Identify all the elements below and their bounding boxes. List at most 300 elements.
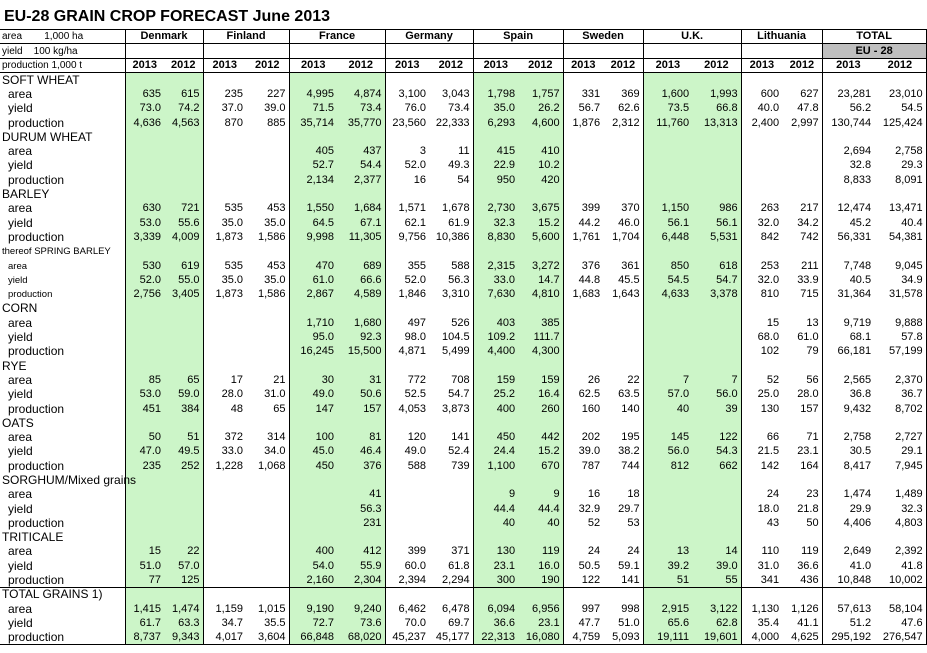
value-cell: 73.4 bbox=[448, 102, 470, 115]
data-row bbox=[0, 616, 926, 630]
year-header: 2012 bbox=[429, 58, 473, 72]
year-header: 2013 bbox=[822, 58, 874, 72]
value-cell: 58,104 bbox=[874, 601, 926, 615]
value-cell bbox=[473, 416, 518, 430]
row-label: production bbox=[8, 289, 53, 301]
value-cell: 160 bbox=[563, 401, 603, 415]
value-cell: 122 bbox=[563, 573, 603, 587]
value-cell: 54.5 bbox=[874, 101, 926, 115]
value-cell: 120 bbox=[385, 430, 429, 444]
value-cell bbox=[125, 315, 164, 329]
value-cell bbox=[246, 587, 289, 601]
value-cell: 997 bbox=[563, 601, 603, 615]
value-cell bbox=[874, 587, 926, 601]
value-cell: 1,761 bbox=[563, 230, 603, 244]
value-cell: 4,000 bbox=[741, 630, 782, 644]
value-cell: 40.5 bbox=[822, 273, 874, 287]
value-cell: 4,053 bbox=[385, 401, 429, 415]
value-cell bbox=[337, 530, 385, 544]
value-cell bbox=[125, 587, 164, 601]
value-cell bbox=[603, 172, 643, 186]
value-cell bbox=[692, 516, 741, 530]
value-cell: 30 bbox=[289, 373, 337, 387]
value-cell: 2,370 bbox=[874, 373, 926, 387]
value-cell: 63.3 bbox=[164, 616, 203, 630]
value-cell bbox=[164, 530, 203, 544]
year-header: 2013 bbox=[289, 58, 337, 72]
value-cell: 159 bbox=[473, 373, 518, 387]
value-cell: 13,471 bbox=[874, 201, 926, 215]
value-cell: 52.4 bbox=[448, 445, 470, 458]
value-cell: 331 bbox=[563, 87, 603, 101]
value-cell: 410 bbox=[518, 144, 563, 158]
value-cell: 1,068 bbox=[258, 459, 286, 472]
section-row bbox=[0, 416, 926, 430]
value-cell: 2,758 bbox=[874, 144, 926, 158]
value-cell bbox=[289, 501, 337, 515]
row-label: yield bbox=[8, 101, 33, 116]
value-cell bbox=[692, 416, 741, 430]
section-name: SPRING BARLEY bbox=[34, 246, 111, 258]
sheet-title: EU-28 GRAIN CROP FORECAST June 2013 bbox=[4, 8, 331, 25]
value-cell bbox=[518, 416, 563, 430]
value-cell bbox=[429, 358, 473, 372]
value-cell: 1,684 bbox=[337, 201, 385, 215]
value-cell: 1,600 bbox=[643, 87, 692, 101]
value-cell: 384 bbox=[164, 401, 203, 415]
value-cell bbox=[203, 130, 246, 144]
value-cell bbox=[385, 416, 429, 430]
value-cell: 1,550 bbox=[289, 201, 337, 215]
value-cell bbox=[125, 130, 164, 144]
value-cell: 842 bbox=[741, 230, 782, 244]
value-cell bbox=[246, 187, 289, 201]
section-label: BARLEY bbox=[2, 187, 50, 202]
year-header: 2012 bbox=[337, 58, 385, 72]
value-cell bbox=[822, 358, 874, 372]
year-header: 2012 bbox=[782, 58, 822, 72]
value-cell: 57.8 bbox=[874, 330, 926, 344]
value-cell: 588 bbox=[385, 458, 429, 472]
value-cell bbox=[289, 130, 337, 144]
value-cell: 1,130 bbox=[741, 601, 782, 615]
year-header: 2013 bbox=[563, 58, 603, 72]
data-row bbox=[0, 487, 926, 501]
value-cell: 35.0 bbox=[203, 273, 246, 287]
value-cell bbox=[203, 187, 246, 201]
value-cell: 40 bbox=[473, 516, 518, 530]
value-cell bbox=[289, 416, 337, 430]
value-cell: 40 bbox=[518, 516, 563, 530]
value-cell bbox=[643, 144, 692, 158]
value-cell: 23.1 bbox=[797, 445, 819, 458]
value-cell bbox=[874, 358, 926, 372]
value-cell bbox=[164, 344, 203, 358]
value-cell bbox=[741, 587, 782, 601]
value-cell: 53.0 bbox=[125, 387, 164, 401]
value-cell: 53.0 bbox=[125, 215, 164, 229]
value-cell: 13 bbox=[806, 316, 819, 329]
value-cell: 68,020 bbox=[337, 630, 385, 644]
value-cell bbox=[289, 301, 337, 315]
value-cell: 24 bbox=[563, 544, 603, 558]
value-cell: 23.1 bbox=[518, 616, 563, 630]
value-cell bbox=[337, 358, 385, 372]
value-cell bbox=[289, 530, 337, 544]
value-cell bbox=[429, 501, 473, 515]
value-cell: 9,190 bbox=[289, 601, 337, 615]
value-cell: 3,604 bbox=[246, 630, 289, 644]
value-cell bbox=[874, 301, 926, 315]
value-cell: 4,017 bbox=[203, 630, 246, 644]
value-cell: 41.1 bbox=[797, 616, 819, 629]
data-row bbox=[0, 630, 926, 644]
value-cell: 44.8 bbox=[563, 273, 603, 287]
value-cell bbox=[473, 244, 518, 258]
value-cell bbox=[692, 144, 741, 158]
data-row bbox=[0, 215, 926, 229]
year-header: 2012 bbox=[164, 58, 203, 72]
value-cell: 1,993 bbox=[692, 87, 741, 101]
value-cell: 662 bbox=[692, 458, 741, 472]
value-cell: 37.0 bbox=[203, 101, 246, 115]
data-row bbox=[0, 573, 926, 587]
value-cell: 54.7 bbox=[692, 273, 741, 287]
value-cell: 79 bbox=[806, 345, 819, 358]
value-cell: 68.1 bbox=[822, 330, 874, 344]
value-cell bbox=[246, 573, 289, 587]
value-cell: 2,727 bbox=[874, 430, 926, 444]
row-label: production bbox=[0, 630, 125, 644]
value-cell: 260 bbox=[518, 401, 563, 415]
value-cell bbox=[203, 530, 246, 544]
value-cell: 1,586 bbox=[258, 230, 286, 243]
value-cell bbox=[246, 358, 289, 372]
value-cell: 32.8 bbox=[822, 158, 874, 172]
value-cell: 4,874 bbox=[337, 87, 385, 101]
row-label: area bbox=[8, 372, 33, 387]
data-row bbox=[0, 373, 926, 387]
country-header: TOTAL bbox=[822, 30, 926, 44]
data-row bbox=[0, 144, 926, 158]
value-cell: 16.0 bbox=[518, 558, 563, 572]
value-cell: 23,560 bbox=[385, 115, 429, 129]
value-cell: 9 bbox=[473, 487, 518, 501]
value-cell bbox=[125, 244, 164, 258]
row-label: area bbox=[8, 487, 33, 502]
value-cell: 164 bbox=[800, 459, 819, 472]
section-row bbox=[0, 301, 926, 315]
value-cell bbox=[603, 358, 643, 372]
value-cell: 11,305 bbox=[337, 230, 385, 244]
value-cell: 62.5 bbox=[563, 387, 603, 401]
year-header: 2012 bbox=[246, 58, 289, 72]
value-cell bbox=[741, 144, 782, 158]
value-cell: 73.5 bbox=[643, 101, 692, 115]
value-cell: 8,702 bbox=[874, 401, 926, 415]
row-label: yield bbox=[8, 215, 33, 230]
row-label: production bbox=[8, 572, 65, 587]
value-cell bbox=[741, 130, 782, 144]
value-cell bbox=[203, 72, 246, 86]
value-cell: 202 bbox=[563, 430, 603, 444]
value-cell: 31 bbox=[337, 373, 385, 387]
value-cell: 23 bbox=[806, 488, 819, 501]
value-cell: 52.0 bbox=[385, 158, 429, 172]
value-cell bbox=[203, 573, 246, 587]
value-cell: 56.0 bbox=[643, 444, 692, 458]
value-cell bbox=[203, 330, 246, 344]
value-cell bbox=[473, 358, 518, 372]
value-cell: 12,474 bbox=[822, 201, 874, 215]
value-cell: 56 bbox=[806, 373, 819, 386]
value-cell: 51.0 bbox=[125, 558, 164, 572]
value-cell: 4,871 bbox=[385, 344, 429, 358]
value-cell: 56.7 bbox=[563, 101, 603, 115]
value-cell: 1,015 bbox=[258, 602, 286, 615]
value-cell: 850 bbox=[643, 258, 692, 272]
value-cell: 9,998 bbox=[289, 230, 337, 244]
value-cell: 715 bbox=[800, 288, 819, 301]
section-name: SORGHUM/ bbox=[2, 473, 68, 487]
value-cell: 54 bbox=[457, 173, 470, 186]
value-cell: 104.5 bbox=[442, 331, 470, 344]
value-cell: 35.0 bbox=[264, 273, 286, 286]
value-cell bbox=[246, 544, 289, 558]
year-header: 2013 bbox=[473, 58, 518, 72]
row-label: area bbox=[8, 86, 33, 101]
value-cell bbox=[643, 416, 692, 430]
value-cell: 6,478 bbox=[442, 602, 470, 615]
value-cell bbox=[246, 172, 289, 186]
value-cell bbox=[125, 416, 164, 430]
spacer-cell bbox=[125, 44, 203, 58]
value-cell bbox=[782, 301, 822, 315]
value-cell bbox=[203, 158, 246, 172]
value-cell: 47.7 bbox=[563, 616, 603, 630]
section-label bbox=[0, 473, 137, 487]
value-cell: 45.5 bbox=[618, 273, 640, 286]
value-cell: 1,757 bbox=[518, 87, 563, 101]
value-cell: 15,500 bbox=[337, 344, 385, 358]
value-cell: 34.2 bbox=[797, 216, 819, 229]
value-cell: 9,045 bbox=[874, 258, 926, 272]
value-cell: 3,378 bbox=[692, 287, 741, 301]
value-cell: 52.0 bbox=[385, 273, 429, 287]
value-cell: 615 bbox=[164, 87, 203, 101]
value-cell: 71 bbox=[806, 431, 819, 444]
value-cell bbox=[782, 144, 822, 158]
value-cell: 39.0 bbox=[264, 102, 286, 115]
value-cell: 1,876 bbox=[563, 115, 603, 129]
value-cell: 141 bbox=[621, 573, 640, 586]
value-cell: 2,915 bbox=[643, 601, 692, 615]
value-cell bbox=[164, 301, 203, 315]
data-row bbox=[0, 330, 926, 344]
value-cell: 48 bbox=[203, 401, 246, 415]
value-cell: 59.1 bbox=[618, 559, 640, 572]
value-cell bbox=[741, 172, 782, 186]
value-cell bbox=[473, 187, 518, 201]
value-cell bbox=[429, 473, 473, 487]
value-cell bbox=[125, 158, 164, 172]
value-cell: 102 bbox=[741, 344, 782, 358]
value-cell: 8,417 bbox=[822, 458, 874, 472]
value-cell: 130 bbox=[741, 401, 782, 415]
value-cell: 33.9 bbox=[797, 273, 819, 286]
section-suffix: Mixed grains bbox=[68, 473, 137, 487]
data-row bbox=[0, 258, 926, 272]
value-cell: 46.4 bbox=[337, 444, 385, 458]
value-cell: 742 bbox=[800, 230, 819, 243]
value-cell: 415 bbox=[473, 144, 518, 158]
value-cell bbox=[385, 130, 429, 144]
value-cell bbox=[822, 244, 874, 258]
spacer-cell bbox=[385, 44, 473, 58]
value-cell: 7,748 bbox=[822, 258, 874, 272]
value-cell: 4,589 bbox=[337, 287, 385, 301]
value-cell: 451 bbox=[125, 401, 164, 415]
value-cell: 54.0 bbox=[289, 558, 337, 572]
value-cell: 24 bbox=[627, 545, 640, 558]
value-cell bbox=[164, 516, 203, 530]
value-cell bbox=[603, 301, 643, 315]
unit-production: production 1,000 t bbox=[0, 58, 125, 72]
value-cell: 30.5 bbox=[822, 444, 874, 458]
value-cell: 1,683 bbox=[563, 287, 603, 301]
value-cell: 56.3 bbox=[337, 501, 385, 515]
value-cell: 689 bbox=[337, 258, 385, 272]
data-row bbox=[0, 115, 926, 129]
value-cell: 35.0 bbox=[264, 216, 286, 229]
value-cell: 16.4 bbox=[518, 387, 563, 401]
value-cell: 73.6 bbox=[337, 616, 385, 630]
value-cell bbox=[385, 301, 429, 315]
value-cell bbox=[246, 473, 289, 487]
value-cell: 109.2 bbox=[473, 330, 518, 344]
value-cell: 405 bbox=[289, 144, 337, 158]
value-cell: 253 bbox=[741, 258, 782, 272]
value-cell: 810 bbox=[741, 287, 782, 301]
value-cell bbox=[643, 187, 692, 201]
value-cell bbox=[692, 330, 741, 344]
value-cell: 22 bbox=[627, 373, 640, 386]
value-cell bbox=[822, 301, 874, 315]
row-label: yield bbox=[8, 501, 33, 516]
value-cell: 8,830 bbox=[473, 230, 518, 244]
section-label: RYE bbox=[2, 358, 27, 373]
value-cell bbox=[692, 487, 741, 501]
value-cell: 71.5 bbox=[289, 101, 337, 115]
value-cell: 41.8 bbox=[874, 558, 926, 572]
value-cell bbox=[643, 244, 692, 258]
value-cell: 41 bbox=[337, 487, 385, 501]
value-cell: 145 bbox=[643, 430, 692, 444]
value-cell: 60.0 bbox=[385, 558, 429, 572]
value-cell bbox=[246, 516, 289, 530]
value-cell bbox=[203, 587, 246, 601]
value-cell: 15.2 bbox=[518, 444, 563, 458]
value-cell: 670 bbox=[518, 458, 563, 472]
value-cell: 67.1 bbox=[337, 215, 385, 229]
country-header: France bbox=[289, 30, 385, 44]
value-cell: 1,798 bbox=[473, 87, 518, 101]
value-cell bbox=[429, 416, 473, 430]
value-cell: 98.0 bbox=[385, 330, 429, 344]
spacer-cell bbox=[741, 44, 822, 58]
data-row bbox=[0, 601, 926, 615]
value-cell: 74.2 bbox=[164, 101, 203, 115]
value-cell: 9,756 bbox=[385, 230, 429, 244]
spacer-cell bbox=[563, 44, 643, 58]
value-cell: 26 bbox=[563, 373, 603, 387]
value-cell: 54.3 bbox=[692, 444, 741, 458]
value-cell: 55 bbox=[692, 573, 741, 587]
value-cell: 62.1 bbox=[385, 215, 429, 229]
value-cell bbox=[289, 587, 337, 601]
value-cell: 1,873 bbox=[203, 230, 246, 244]
value-cell: 739 bbox=[451, 459, 470, 472]
value-cell: 130 bbox=[473, 544, 518, 558]
value-cell: 44.4 bbox=[518, 501, 563, 515]
value-cell bbox=[385, 72, 429, 86]
value-cell: 15.2 bbox=[518, 215, 563, 229]
value-cell: 73.0 bbox=[125, 101, 164, 115]
value-cell bbox=[741, 473, 782, 487]
value-cell bbox=[741, 187, 782, 201]
unit-yield: yield 100 kg/ha bbox=[2, 45, 78, 57]
value-cell bbox=[782, 72, 822, 86]
section-label: TOTAL GRAINS 1) bbox=[0, 587, 125, 601]
value-cell: 77 bbox=[125, 573, 164, 587]
value-cell: 122 bbox=[692, 430, 741, 444]
value-cell: 3,100 bbox=[385, 87, 429, 101]
value-cell: 420 bbox=[518, 172, 563, 186]
value-cell: 68.0 bbox=[741, 330, 782, 344]
value-cell bbox=[563, 144, 603, 158]
value-cell: 2,394 bbox=[385, 573, 429, 587]
value-cell bbox=[603, 158, 643, 172]
value-cell: 885 bbox=[267, 116, 286, 129]
value-cell bbox=[822, 130, 874, 144]
value-cell: 10,848 bbox=[822, 573, 874, 587]
value-cell: 141 bbox=[451, 431, 470, 444]
eu28-label: EU - 28 bbox=[822, 44, 926, 58]
value-cell bbox=[429, 587, 473, 601]
value-cell bbox=[643, 130, 692, 144]
value-cell: 21.5 bbox=[741, 444, 782, 458]
value-cell bbox=[429, 516, 473, 530]
value-cell: 1,571 bbox=[385, 201, 429, 215]
value-cell: 5,499 bbox=[442, 345, 470, 358]
row-label: production bbox=[8, 344, 65, 359]
value-cell: 44.4 bbox=[473, 501, 518, 515]
value-cell: 2,315 bbox=[473, 258, 518, 272]
value-cell: 39.2 bbox=[643, 558, 692, 572]
value-cell bbox=[518, 130, 563, 144]
value-cell bbox=[473, 530, 518, 544]
year-header: 2012 bbox=[518, 58, 563, 72]
value-cell: 1,228 bbox=[203, 458, 246, 472]
value-cell bbox=[563, 315, 603, 329]
value-cell bbox=[741, 358, 782, 372]
value-cell bbox=[203, 344, 246, 358]
value-cell: 3,405 bbox=[164, 287, 203, 301]
section-row bbox=[0, 244, 926, 258]
value-cell bbox=[563, 187, 603, 201]
value-cell: 400 bbox=[473, 401, 518, 415]
data-row bbox=[0, 444, 926, 458]
